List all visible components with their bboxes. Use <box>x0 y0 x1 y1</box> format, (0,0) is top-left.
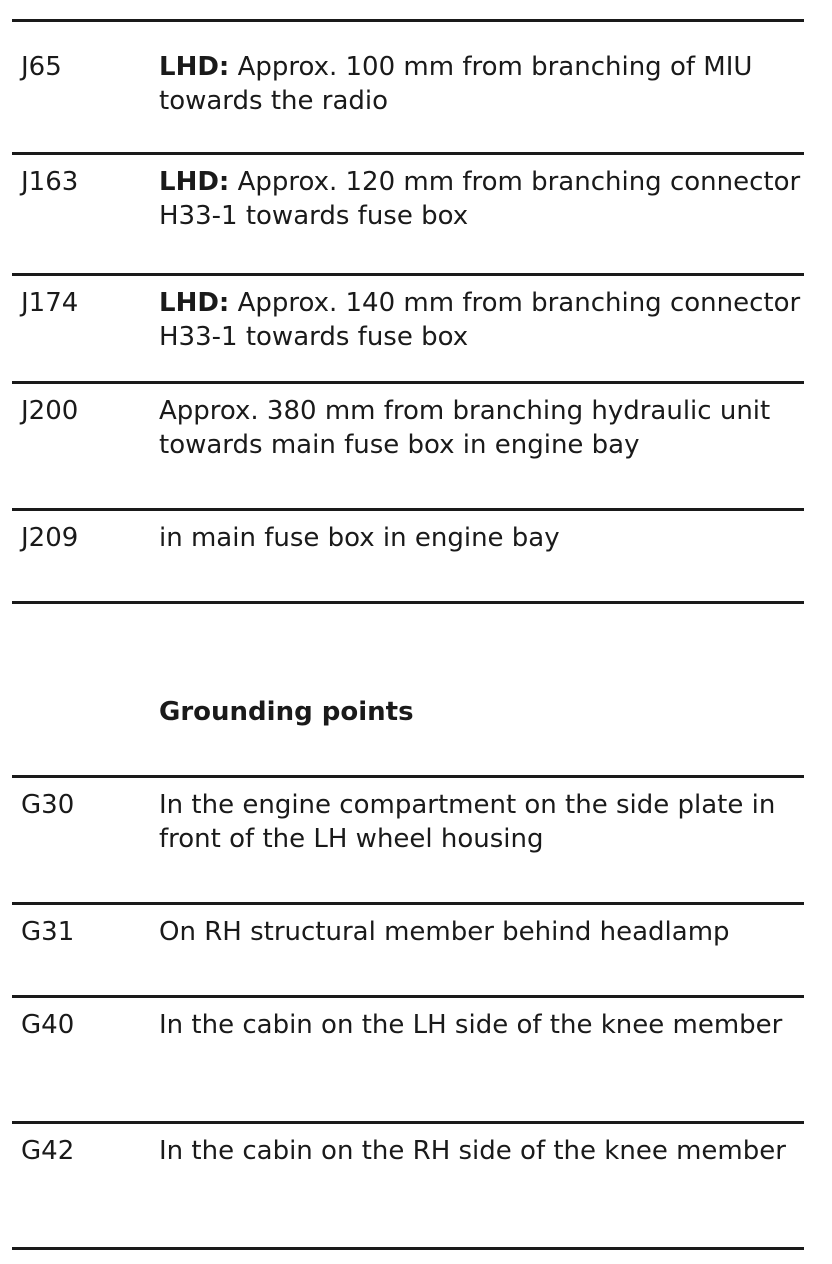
connector-location <box>159 521 804 555</box>
table-rule <box>12 1247 804 1250</box>
lhd-label: LHD: <box>159 52 230 82</box>
table-rule <box>12 381 804 384</box>
location-text: Approx. 120 mm from branching connector H33-1 towards fuse box <box>159 167 801 231</box>
table-rule <box>12 601 804 604</box>
location-text: Approx. 100 mm from branching of MIU towards the radio <box>159 52 753 116</box>
table-rule <box>12 152 804 155</box>
connector-code: J174 <box>21 288 79 318</box>
section-heading: Grounding points <box>159 697 414 727</box>
ground-code: G31 <box>21 917 75 947</box>
connector-location <box>159 165 804 233</box>
connector-location <box>159 50 804 118</box>
ground-location: In the cabin on the RH side of the knee member <box>159 1136 786 1166</box>
table-rule <box>12 19 804 22</box>
ground-code: G40 <box>21 1010 75 1040</box>
ground-location: In the engine compartment on the side plate in front of the LH wheel housing <box>159 790 776 854</box>
ground-location: In the cabin on the LH side of the knee member <box>159 1010 783 1040</box>
lhd-label: LHD: <box>159 167 230 197</box>
location-text: Approx. 380 mm from branching hydraulic unit towards main fuse box in engine bay <box>159 396 771 460</box>
connector-location <box>159 286 804 354</box>
connector-location <box>159 394 804 462</box>
table-rule <box>12 1121 804 1124</box>
connector-code: J200 <box>21 396 79 426</box>
location-text: Approx. 140 mm from branching connector H33-1 towards fuse box <box>159 288 801 352</box>
lhd-label: LHD: <box>159 288 230 318</box>
table-rule <box>12 995 804 998</box>
connector-code: J65 <box>21 52 62 82</box>
ground-code: G42 <box>21 1136 75 1166</box>
ground-location: On RH structural member behind headlamp <box>159 917 730 947</box>
table-rule <box>12 775 804 778</box>
ground-code: G30 <box>21 790 75 820</box>
table-rule <box>12 902 804 905</box>
location-text: in main fuse box in engine bay <box>159 523 560 553</box>
connector-code: J209 <box>21 523 79 553</box>
table-rule <box>12 273 804 276</box>
connector-code: J163 <box>21 167 79 197</box>
table-rule <box>12 508 804 511</box>
